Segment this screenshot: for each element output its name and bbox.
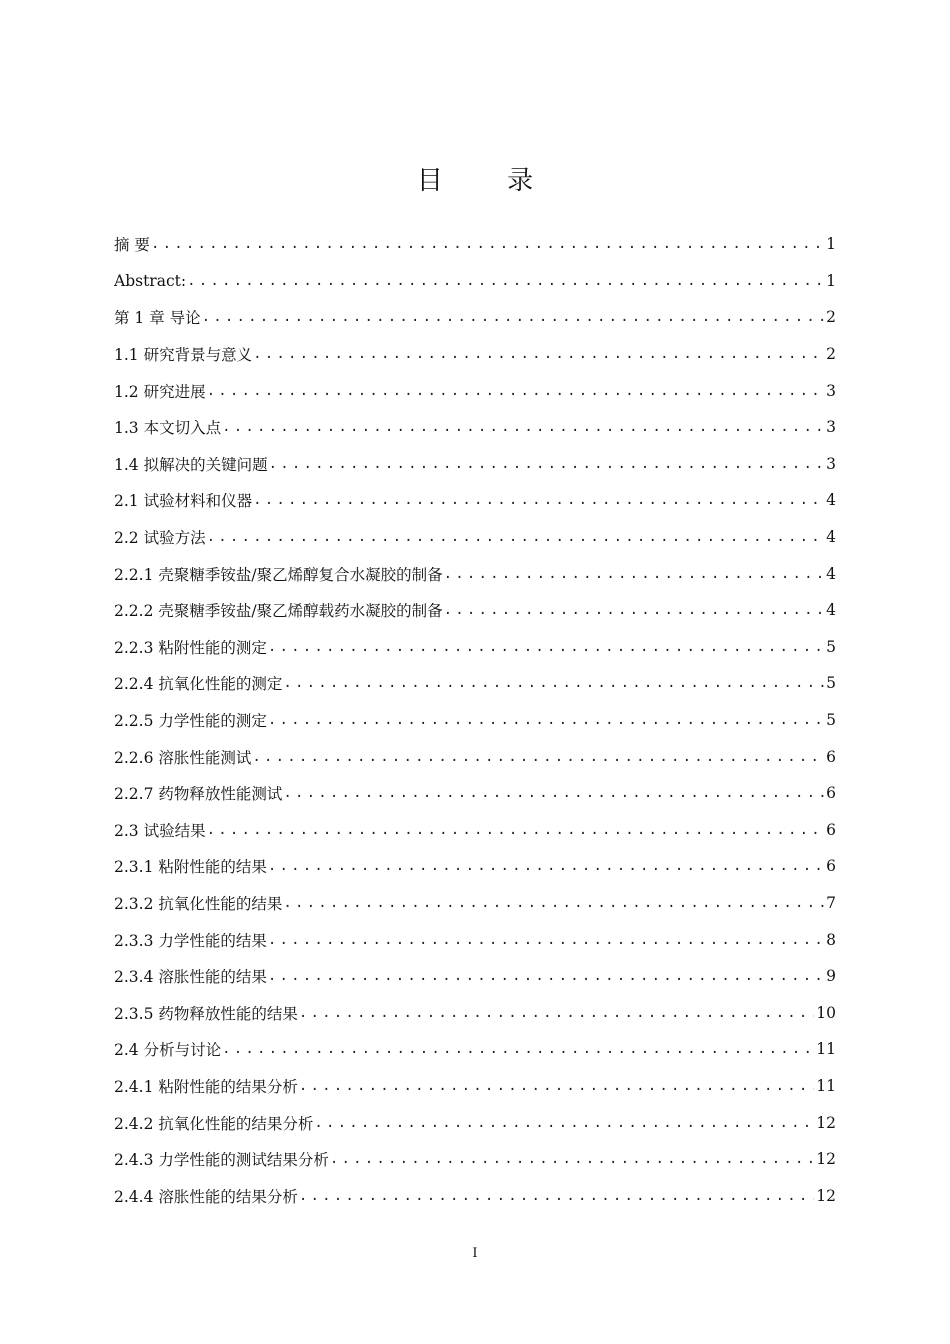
toc-entry-page: 9 — [826, 967, 836, 986]
toc-entry[interactable] — [114, 885, 836, 922]
toc-entry-page: 2 — [826, 308, 836, 327]
toc-dot-leader — [207, 822, 825, 838]
toc-entry[interactable] — [114, 848, 836, 885]
toc-entry[interactable] — [114, 702, 836, 739]
toc-entry-label: 2.1 试验材料和仪器 — [114, 492, 253, 511]
toc-dot-leader — [299, 1078, 814, 1094]
toc-dot-leader — [268, 712, 824, 728]
toc-dot-leader — [299, 1005, 814, 1021]
toc-entry[interactable] — [114, 555, 836, 592]
toc-entry-label: 1.1 研究背景与意义 — [114, 346, 253, 365]
toc-dot-leader — [222, 1041, 814, 1057]
toc-dot-leader — [283, 895, 824, 911]
toc-entry-page: 4 — [826, 601, 836, 620]
toc-entry[interactable] — [114, 482, 836, 519]
toc-entry-label: 2.3.3 力学性能的结果 — [114, 931, 267, 950]
toc-entry[interactable] — [114, 263, 836, 300]
toc-dot-leader — [299, 1188, 814, 1204]
toc-entry-page: 3 — [826, 454, 836, 473]
toc-entry-label: 2.2.2 壳聚糖季铵盐/聚乙烯醇载药水凝胶的制备 — [114, 602, 443, 621]
toc-entry-label: 1.4 拟解决的关键问题 — [114, 455, 268, 474]
toc-entry-page: 11 — [816, 1040, 836, 1059]
toc-dot-leader — [253, 346, 824, 362]
toc-entry-page: 4 — [826, 564, 836, 583]
toc-dot-leader — [283, 675, 824, 691]
toc-entry-page: 2 — [826, 345, 836, 364]
toc-dot-leader — [253, 492, 824, 508]
toc-dot-leader — [187, 273, 824, 289]
toc-entry[interactable] — [114, 409, 836, 446]
toc-entry-label: 2.2.5 力学性能的测定 — [114, 712, 267, 731]
toc-entry-page: 12 — [816, 1113, 836, 1132]
toc-entry[interactable] — [114, 1068, 836, 1105]
toc-entry-label: 摘 要 — [114, 236, 150, 255]
toc-entry-label: 2.4 分析与讨论 — [114, 1041, 222, 1060]
toc-entry-page: 6 — [826, 820, 836, 839]
toc-entry-page: 6 — [826, 857, 836, 876]
toc-dot-leader — [268, 932, 824, 948]
toc-entry-page: 7 — [826, 893, 836, 912]
toc-entry-label: 2.3.2 抗氧化性能的结果 — [114, 894, 283, 913]
toc-entry-page: 5 — [826, 711, 836, 730]
toc-entry-label: 2.4.3 力学性能的测试结果分析 — [114, 1151, 329, 1170]
toc-entry[interactable] — [114, 921, 836, 958]
toc-entry-label: Abstract: — [114, 271, 187, 290]
toc-entry-label: 2.2.7 药物释放性能测试 — [114, 785, 283, 804]
toc-entry-label: 2.2.3 粘附性能的测定 — [114, 638, 267, 657]
toc-dot-leader — [314, 1115, 814, 1131]
toc-entry[interactable] — [114, 812, 836, 849]
toc-entry-page: 6 — [826, 784, 836, 803]
toc-entry[interactable] — [114, 738, 836, 775]
toc-entry-label: 2.3.4 溶胀性能的结果 — [114, 968, 267, 987]
toc-entry-page: 5 — [826, 674, 836, 693]
toc-entry-page: 4 — [826, 528, 836, 547]
toc-entry-page: 3 — [826, 418, 836, 437]
toc-dot-leader — [268, 968, 824, 984]
toc-entry[interactable] — [114, 1104, 836, 1141]
page-number: I — [472, 1246, 478, 1261]
toc-entry-label: 2.3.1 粘附性能的结果 — [114, 858, 267, 877]
toc-entry-label: 1.2 研究进展 — [114, 382, 206, 401]
page-title: 目 录 — [416, 166, 562, 196]
toc-entry[interactable] — [114, 519, 836, 556]
toc-entry-label: 2.3.5 药物释放性能的结果 — [114, 1004, 298, 1023]
toc-entry[interactable] — [114, 775, 836, 812]
toc-entry[interactable] — [114, 299, 836, 336]
toc-entry[interactable] — [114, 665, 836, 702]
toc-entry-page: 4 — [826, 491, 836, 510]
toc-dot-leader — [207, 383, 825, 399]
toc-entry[interactable] — [114, 1031, 836, 1068]
toc-entry-page: 11 — [816, 1076, 836, 1095]
toc-entry-label: 2.2.6 溶胀性能测试 — [114, 748, 252, 767]
toc-entry-page: 10 — [816, 1003, 836, 1022]
toc-entry-page: 12 — [816, 1150, 836, 1169]
toc-dot-leader — [283, 785, 824, 801]
toc-entry-label: 2.4.1 粘附性能的结果分析 — [114, 1077, 298, 1096]
toc-dot-leader — [202, 309, 824, 325]
toc-entry[interactable] — [114, 994, 836, 1031]
toc-entry-label: 2.2.1 壳聚糖季铵盐/聚乙烯醇复合水凝胶的制备 — [114, 565, 443, 584]
toc-entry-page: 8 — [826, 930, 836, 949]
toc-entry-label: 2.2 试验方法 — [114, 529, 206, 548]
toc-entry-page: 3 — [826, 381, 836, 400]
toc-dot-leader — [269, 456, 825, 472]
toc-dot-leader — [151, 236, 824, 252]
toc-entry-label: 2.3 试验结果 — [114, 821, 206, 840]
toc-dot-leader — [444, 566, 825, 582]
toc-entry-page: 1 — [826, 235, 836, 254]
toc-dot-leader — [252, 749, 824, 765]
toc-entry-label: 2.4.4 溶胀性能的结果分析 — [114, 1187, 298, 1206]
toc-entry-label: 2.4.2 抗氧化性能的结果分析 — [114, 1114, 314, 1133]
toc-entry-page: 12 — [816, 1186, 836, 1205]
toc-entry[interactable] — [114, 1141, 836, 1178]
toc-entry[interactable] — [114, 958, 836, 995]
toc-dot-leader — [268, 858, 824, 874]
toc-entry-label: 第 1 章 导论 — [114, 309, 201, 328]
toc-dot-leader — [222, 419, 824, 435]
toc-entry-page: 5 — [826, 637, 836, 656]
toc-entry[interactable] — [114, 592, 836, 629]
toc-entry-page: 1 — [826, 271, 836, 290]
toc-dot-leader — [268, 639, 824, 655]
toc-entry-page: 6 — [826, 747, 836, 766]
toc-entry[interactable] — [114, 226, 836, 263]
toc-entry-label: 2.2.4 抗氧化性能的测定 — [114, 675, 283, 694]
toc-entry[interactable] — [114, 1177, 836, 1214]
toc-entry[interactable] — [114, 446, 836, 483]
toc-dot-leader — [330, 1151, 814, 1167]
toc-dot-leader — [444, 602, 825, 618]
table-of-contents — [114, 226, 836, 1214]
toc-entry[interactable] — [114, 629, 836, 666]
toc-entry[interactable] — [114, 336, 836, 373]
toc-dot-leader — [207, 529, 825, 545]
toc-entry-label: 1.3 本文切入点 — [114, 419, 222, 438]
toc-entry[interactable] — [114, 372, 836, 409]
